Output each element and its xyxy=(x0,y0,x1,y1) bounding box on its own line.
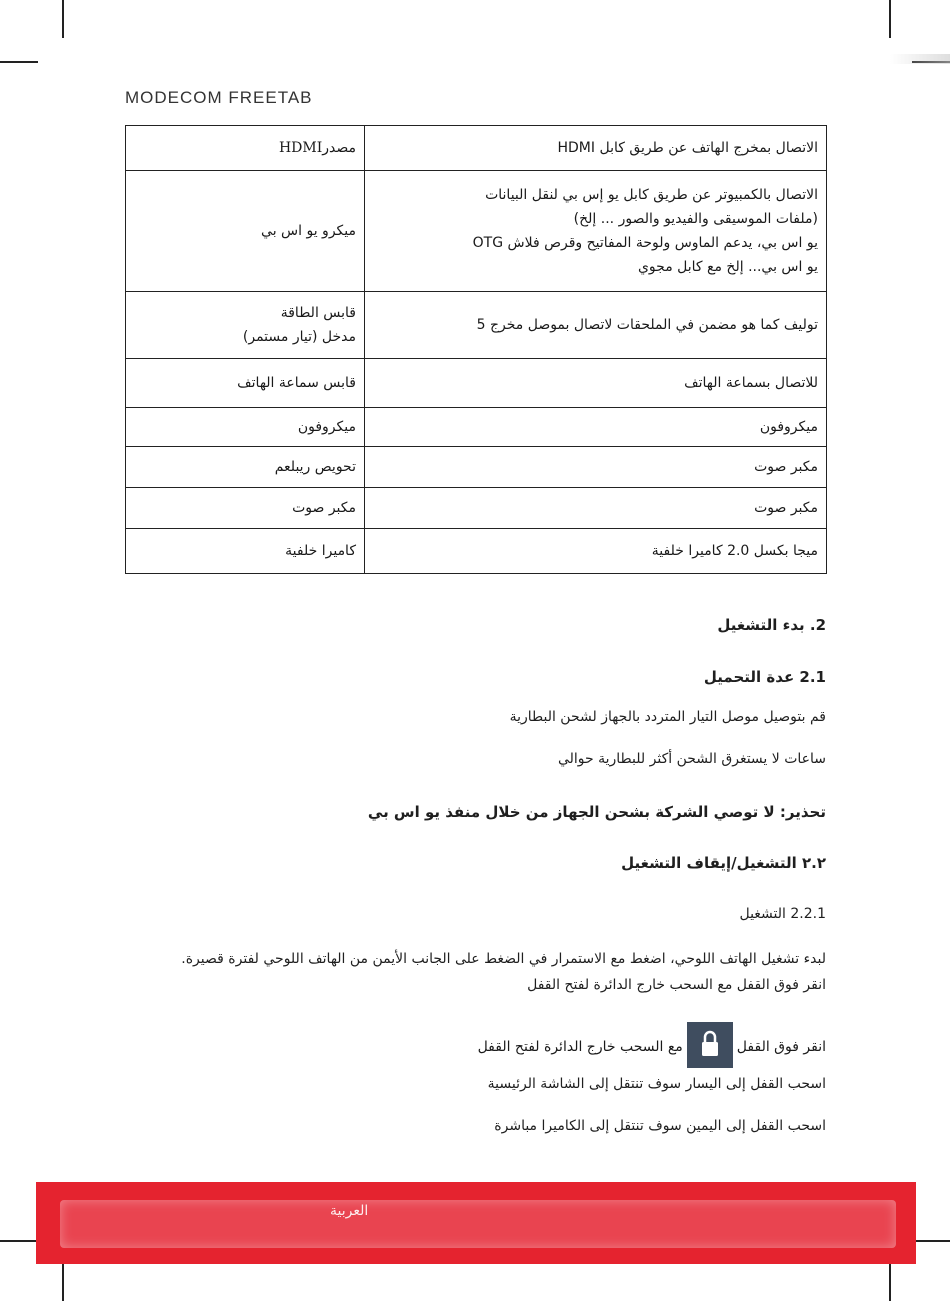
feature-text: ميكروفون xyxy=(297,419,356,435)
description-cell xyxy=(365,126,827,171)
feature-text: تحويص ريبلعم xyxy=(274,459,356,475)
description-line: يو اس بي... إلخ مع كابل مجوي xyxy=(637,259,818,275)
section-2-1-heading: 2.1 عدة التحميل xyxy=(703,668,826,686)
scan-smudge xyxy=(890,54,950,64)
feature-text: مصدرHDMI xyxy=(278,140,356,156)
feature-cell xyxy=(126,359,365,408)
lock-icon xyxy=(687,1022,733,1068)
table-row xyxy=(126,529,827,574)
charging-instruction: قم بتوصيل موصل التيار المتردد بالجهاز لشحن البطارية xyxy=(509,709,826,725)
section-2-2-heading: ٢.٢ التشغيل/إيقاف التشغيل xyxy=(621,854,826,872)
description-cell xyxy=(365,529,827,574)
feature-text: مكبر صوت xyxy=(292,500,356,516)
section-2-heading: 2. بدء التشغيل xyxy=(717,616,826,634)
crop-mark xyxy=(0,61,38,63)
feature-cell xyxy=(126,126,365,171)
spec-table xyxy=(125,125,827,574)
description-cell xyxy=(365,359,827,408)
description-cell xyxy=(365,292,827,359)
crop-mark xyxy=(889,1263,891,1301)
crop-mark xyxy=(912,1240,950,1242)
description-line: يو اس بي، يدعم الماوس ولوحة المفاتيح وقرص فلاش OTG xyxy=(472,235,818,251)
table-row xyxy=(126,408,827,447)
description-line: الاتصال بالكمبيوتر عن طريق كابل يو إس بي لنقل البيانات xyxy=(485,187,818,203)
feature-cell xyxy=(126,292,365,359)
description-cell xyxy=(365,171,827,292)
description-cell xyxy=(365,408,827,447)
table-row xyxy=(126,359,827,408)
feature-line: مدخل (تيار مستمر) xyxy=(242,329,356,345)
description-text: ميجا بكسل 2.0 كاميرا خلفية xyxy=(651,543,818,559)
page-header-title: MODECOM FREETAB xyxy=(125,88,313,107)
description-text: الاتصال بمخرج الهاتف عن طريق كابل HDMI xyxy=(557,140,818,156)
swipe-left-instruction: اسحب القفل إلى اليسار سوف تنتقل إلى الشاشة الرئيسية xyxy=(487,1076,826,1092)
feature-cell xyxy=(126,529,365,574)
table-row xyxy=(126,171,827,292)
crop-mark xyxy=(0,1240,38,1242)
crop-mark xyxy=(62,0,64,38)
footer-language-label: العربية xyxy=(330,1203,369,1219)
usb-charging-warning: تحذير: لا توصي الشركة بشحن الجهاز من خلال منفذ يو اس بي xyxy=(367,803,826,821)
feature-text: ميكرو يو اس بي xyxy=(261,223,356,239)
description-text: مكبر صوت xyxy=(754,500,818,516)
description-text: للاتصال بسماعة الهاتف xyxy=(684,375,818,391)
unlock-prefix: انقر فوق القفل xyxy=(736,1039,826,1055)
feature-cell xyxy=(126,447,365,488)
feature-cell xyxy=(126,171,365,292)
table-row xyxy=(126,488,827,529)
section-2-2-1-heading: 2.2.1 التشغيل xyxy=(739,906,826,922)
unlock-instruction xyxy=(478,1024,826,1070)
description-text: مكبر صوت xyxy=(754,459,818,475)
swipe-right-instruction: اسحب القفل إلى اليمين سوف تنتقل إلى الكاميرا مباشرة xyxy=(494,1118,826,1134)
description-text: ميكروفون xyxy=(759,419,818,435)
description-cell xyxy=(365,488,827,529)
table-row xyxy=(126,292,827,359)
feature-line: قابس الطاقة xyxy=(280,305,356,321)
crop-mark xyxy=(889,0,891,38)
table-row xyxy=(126,126,827,171)
description-cell xyxy=(365,447,827,488)
feature-text: قابس سماعة الهاتف xyxy=(237,375,356,391)
feature-cell xyxy=(126,488,365,529)
unlock-suffix: مع السحب خارج الدائرة لفتح القفل xyxy=(477,1039,683,1055)
power-on-paragraph: لبدء تشغيل الهاتف اللوحي، اضغط مع الاستمرار في الضغط على الجانب الأيمن من الهاتف اللوحي لفترة قصيرة. انقر فوق القفل مع السحب خارج الدائرة لفتح القفل xyxy=(181,951,826,993)
charging-duration: ساعات لا يستغرق الشحن أكثر للبطارية حوالي xyxy=(557,751,826,767)
crop-mark xyxy=(62,1263,64,1301)
footer-highlight xyxy=(60,1200,896,1248)
feature-text: كاميرا خلفية xyxy=(285,543,356,559)
description-line: (ملفات الموسيقى والفيديو والصور ... إلخ) xyxy=(573,211,818,227)
feature-cell xyxy=(126,408,365,447)
table-row xyxy=(126,447,827,488)
description-text: توليف كما هو مضمن في الملحقات لاتصال بموصل مخرج 5 xyxy=(476,317,818,333)
